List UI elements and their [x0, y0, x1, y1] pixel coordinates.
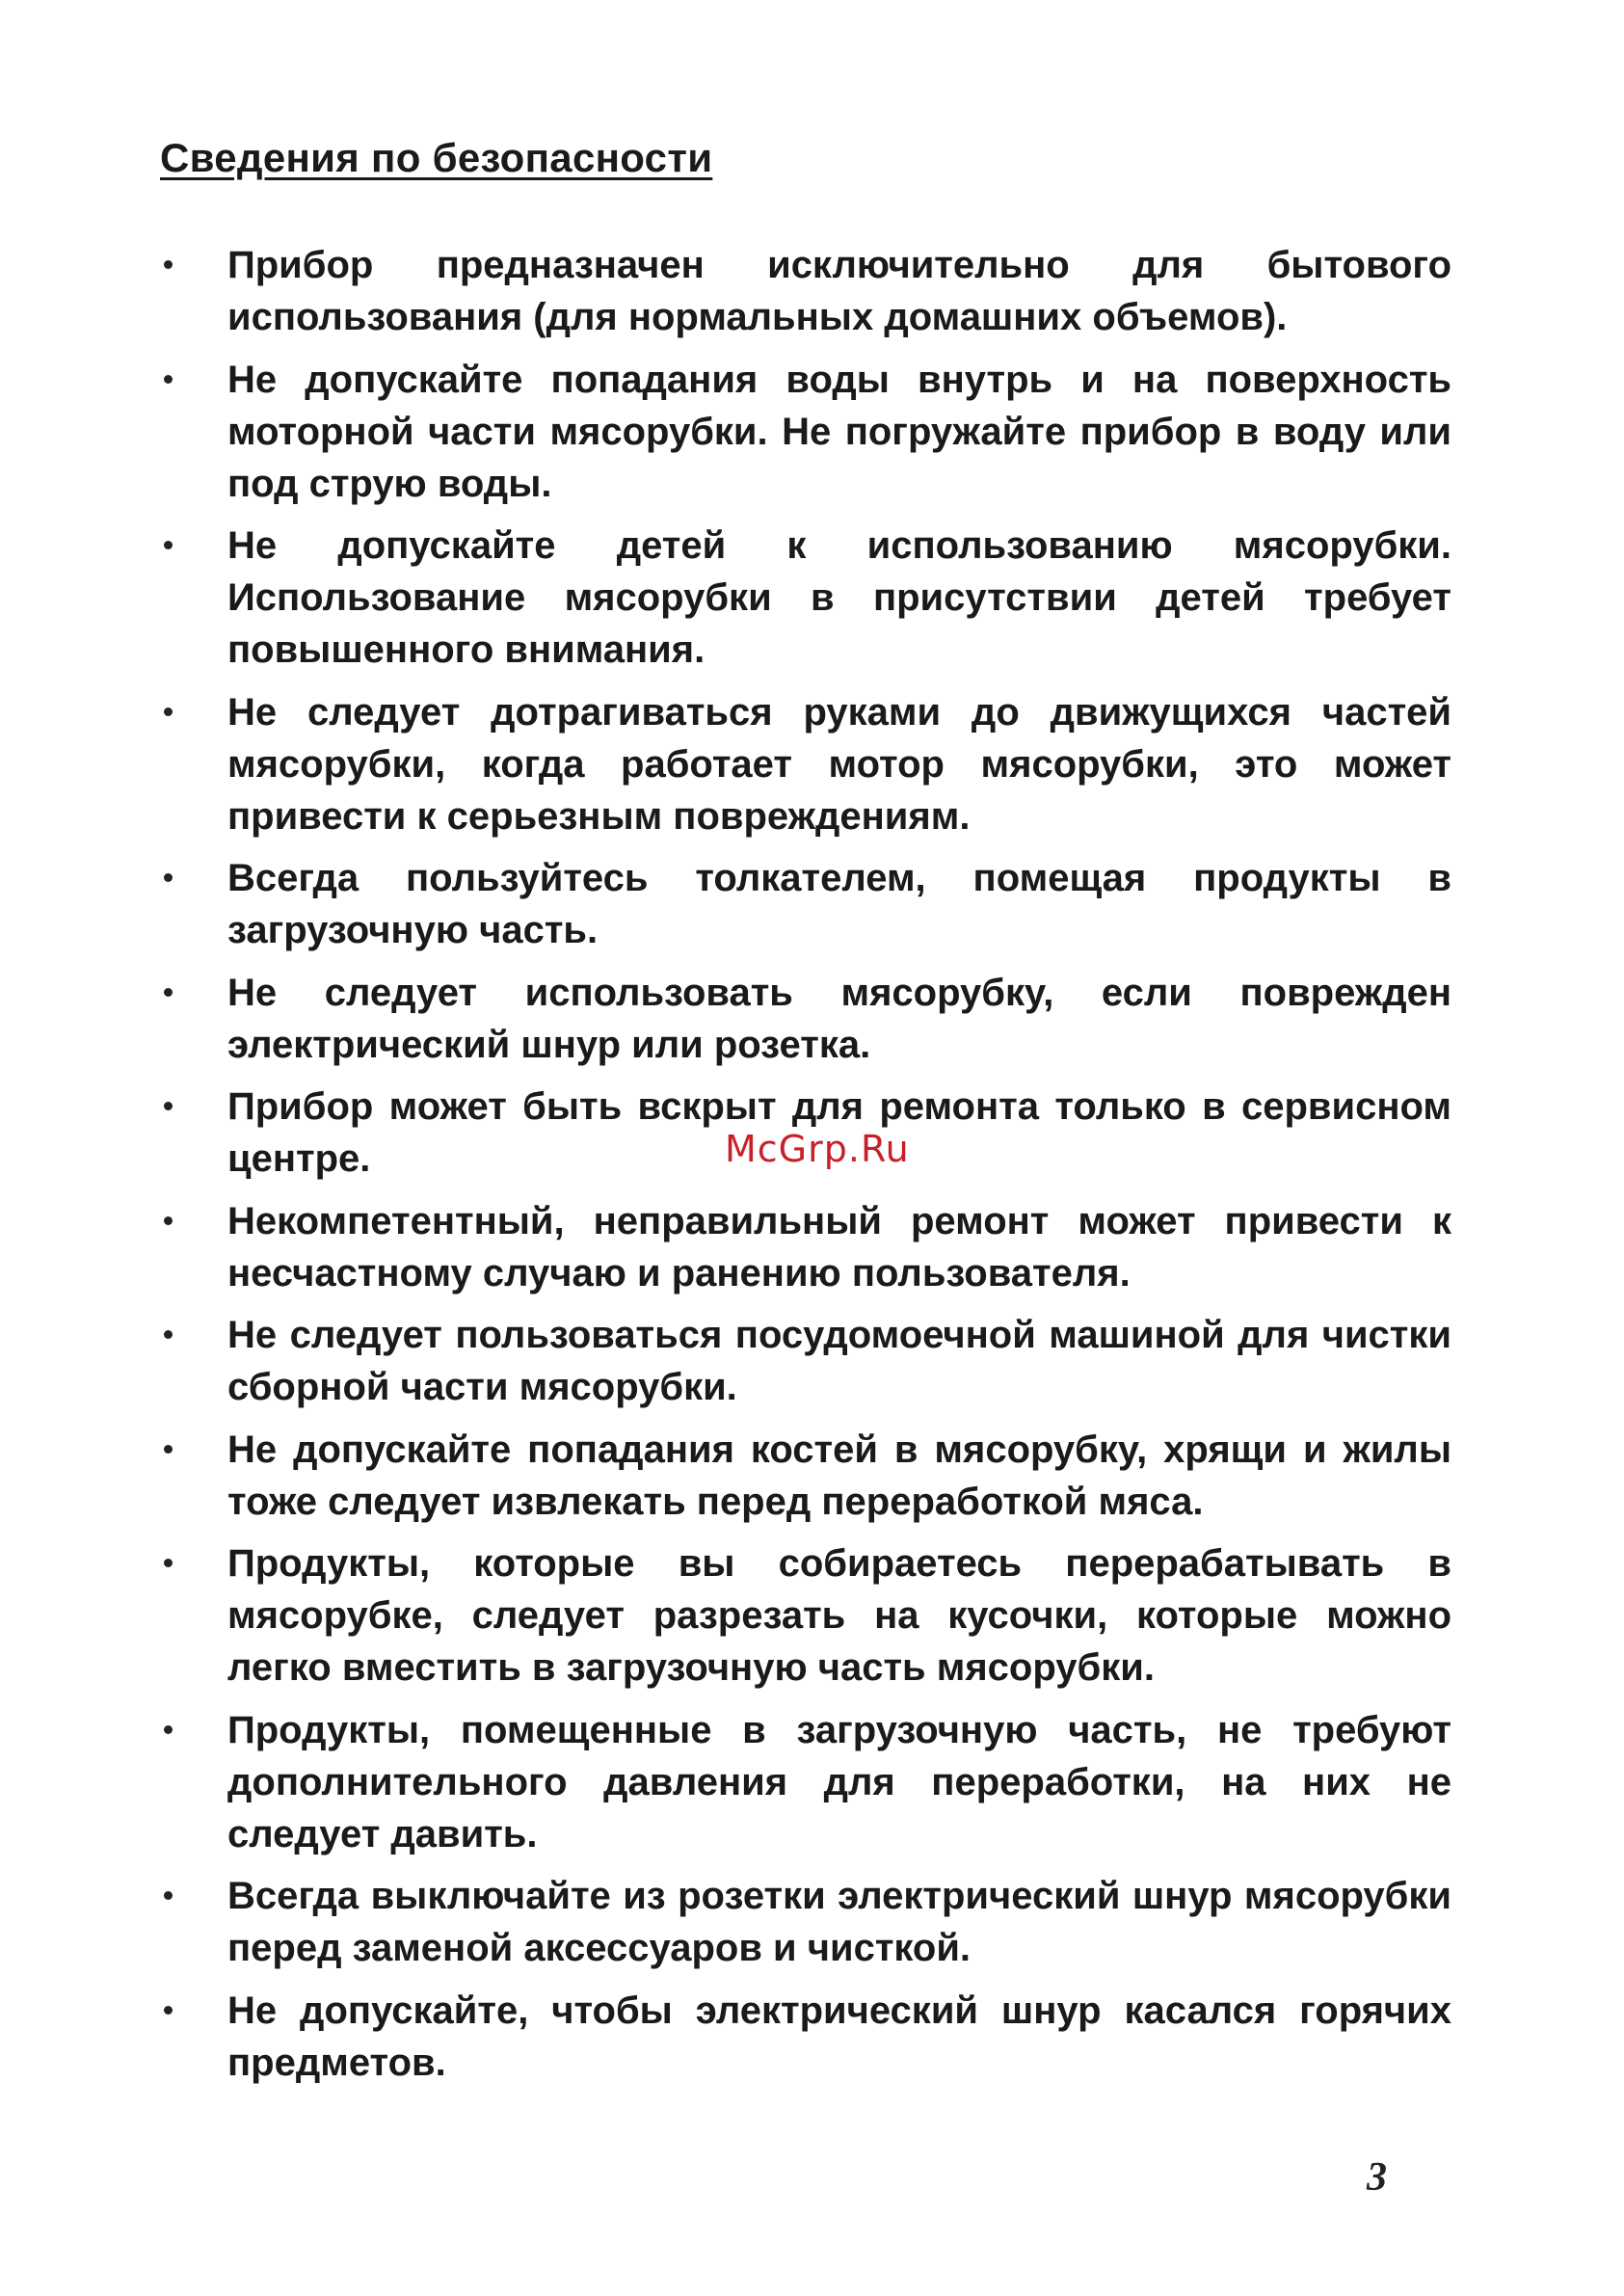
list-item-text: Не допускайте детей к использованию мясорубки. Использование мясорубки в присутствии детей требует повышенного внимания. — [227, 524, 1451, 671]
list-item-text: Прибор может быть вскрыт для ремонта только в сервисном центре. — [227, 1085, 1451, 1180]
bullet-icon — [164, 2006, 173, 2015]
list-item-text: Не следует использовать мясорубку, если поврежден электрический шнур или розетка. — [227, 971, 1451, 1066]
bullet-icon — [164, 873, 173, 882]
bullet-icon — [164, 1445, 173, 1454]
list-item-text: Не допускайте, чтобы электрический шнур касался горячих предметов. — [227, 1989, 1451, 2084]
bullet-icon — [164, 541, 173, 549]
list-item-text: Всегда выключайте из розетки электрический шнур мясорубки перед заменой аксессуаров и чисткой. — [227, 1875, 1451, 1969]
list-item — [160, 686, 1451, 842]
bullet-icon — [164, 260, 173, 269]
bullet-icon — [164, 1216, 173, 1225]
list-item — [160, 1309, 1451, 1413]
list-item — [160, 1424, 1451, 1528]
list-item — [160, 239, 1451, 343]
list-item — [160, 520, 1451, 676]
bullet-icon — [164, 1891, 173, 1900]
list-item-text: Продукты, которые вы собираетесь перерабатывать в мясорубке, следует разрезать на кусочки, которые можно легко вместить в загрузочную часть мясорубки. — [227, 1542, 1451, 1689]
list-item — [160, 1870, 1451, 1974]
list-item — [160, 1195, 1451, 1299]
list-item-text: Не следует дотрагиваться руками до движущихся частей мясорубки, когда работает мотор мясорубки, это может привести к серьезным повреждениям. — [227, 690, 1451, 838]
list-item-text: Прибор предназначен исключительно для бытового использования (для нормальных домашних объемов). — [227, 244, 1451, 338]
list-item-text: Не следует пользоваться посудомоечной машиной для чистки сборной части мясорубки. — [227, 1314, 1451, 1408]
bullet-icon — [164, 1725, 173, 1734]
page-number: 3 — [1367, 2155, 1387, 2200]
bullet-icon — [164, 707, 173, 716]
list-item — [160, 852, 1451, 956]
bullet-icon — [164, 375, 173, 384]
list-item — [160, 1537, 1451, 1694]
list-item-text: Всегда пользуйтесь толкателем, помещая продукты в загрузочную часть. — [227, 857, 1451, 951]
list-item-text: Не допускайте попадания костей в мясорубку, хрящи и жилы тоже следует извлекать перед переработкой мяса. — [227, 1428, 1451, 1523]
list-item — [160, 354, 1451, 510]
list-item-text: Некомпетентный, неправильный ремонт может привести к несчастному случаю и ранению пользователя. — [227, 1199, 1451, 1295]
watermark: McGrp.Ru — [725, 1128, 910, 1170]
section-heading: Сведения по безопасности — [160, 135, 713, 180]
bullet-icon — [164, 1330, 173, 1339]
list-item — [160, 1704, 1451, 1860]
list-item-text: Продукты, помещенные в загрузочную часть, не требуют дополнительного давления для переработки, на них не следует давить. — [227, 1708, 1451, 1855]
list-item-text: Не допускайте попадания воды внутрь и на поверхность моторной части мясорубки. Не погружайте прибор в воду или под струю воды. — [227, 358, 1451, 505]
bullet-icon — [164, 988, 173, 997]
bullet-icon — [164, 1559, 173, 1567]
list-item — [160, 967, 1451, 1071]
list-item — [160, 1985, 1451, 2089]
bullet-icon — [164, 1102, 173, 1110]
